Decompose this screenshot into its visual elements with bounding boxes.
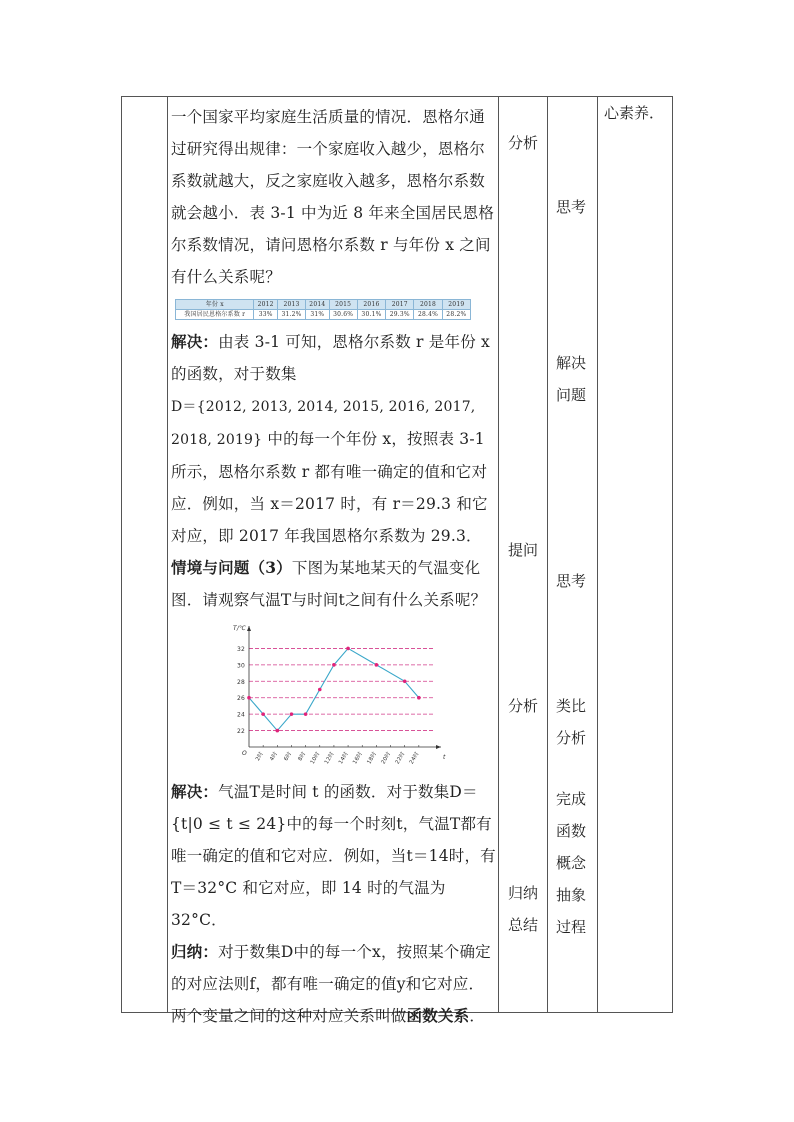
data-point xyxy=(375,663,379,667)
solution-label: 解决： xyxy=(171,332,219,351)
y-tick-label: 24 xyxy=(236,711,245,719)
data-point xyxy=(318,688,322,692)
solution-label: 解决： xyxy=(171,782,219,801)
year-cell: 2013 xyxy=(277,300,305,310)
column-divider xyxy=(498,97,499,1012)
x-tick-label: 14时 xyxy=(338,751,350,766)
temperature-chart xyxy=(171,622,497,772)
student-activity-analogy-1: 类比 xyxy=(556,697,587,715)
summary xyxy=(171,936,497,1032)
year-cell: 2019 xyxy=(442,300,470,310)
design-intent-text: 心素养． xyxy=(604,104,665,122)
value-cell: 30.1% xyxy=(357,310,385,320)
x-tick-label: 12时 xyxy=(323,751,336,766)
solution-text: 中的每一个年份 x，按照表 3-1 所示，恩格尔系数 r 都有唯一确定的值和它对应．例如，当 x＝2017 时，有 r＝29.3 和它对应，即 2017 年我国恩格尔系数为 29.3． xyxy=(171,430,488,545)
x-tick-label: 2时 xyxy=(254,751,265,763)
value-cell: 31% xyxy=(306,310,329,320)
solution-2 xyxy=(171,776,497,936)
x-tick-label: 4时 xyxy=(269,751,280,763)
value-cell: 28.2% xyxy=(442,310,470,320)
teacher-activity-question: 提问 xyxy=(508,541,539,559)
solution-1 xyxy=(171,326,497,552)
student-activity-analogy-2: 分析 xyxy=(556,729,587,747)
x-tick-label: 10时 xyxy=(309,751,322,766)
value-cell: 29.3% xyxy=(386,310,414,320)
x-tick-label: 8时 xyxy=(297,751,308,763)
y-axis-label: T/℃ xyxy=(233,625,247,632)
summary-text: 对于数集D中的每一个x，按照某个确定的对应法则f，都有唯一确定的值y和它对应．两个变量之间的这种对应关系叫做 xyxy=(171,943,491,1025)
student-activity-complete-2: 函数 xyxy=(556,822,587,840)
set-expression: D＝{2012, 2013, 2014, 2015, 2016, 2017, 2018, 2019} xyxy=(171,399,476,448)
origin-label: O xyxy=(242,750,247,757)
column-divider xyxy=(597,97,598,1012)
x-tick-label: 22时 xyxy=(394,751,407,766)
year-cell: 2015 xyxy=(329,300,357,310)
value-cell: 28.4% xyxy=(414,310,442,320)
row-header: 我国居民恩格尔系数 r xyxy=(176,310,254,320)
lesson-table xyxy=(121,96,673,1025)
student-activity-solve-1: 解决 xyxy=(556,354,587,372)
content-column xyxy=(171,101,497,1032)
data-point xyxy=(403,679,407,683)
column-divider xyxy=(167,97,168,1012)
y-tick-label: 22 xyxy=(236,728,245,736)
y-axis-arrow xyxy=(247,626,251,631)
student-activity-think-2: 思考 xyxy=(556,572,587,590)
y-tick-label: 30 xyxy=(236,662,245,670)
y-tick-label: 28 xyxy=(236,678,245,686)
x-tick-label: 20时 xyxy=(380,751,393,766)
engel-coefficient-table xyxy=(175,299,471,320)
solution-text: 由表 3-1 可知，恩格尔系数 r 是年份 x 的函数，对于数集 xyxy=(171,333,490,383)
y-tick-label: 32 xyxy=(236,645,245,653)
student-activity-solve-2: 问题 xyxy=(556,386,587,404)
student-activity-complete-1: 完成 xyxy=(556,790,587,808)
summary-text-end: ． xyxy=(469,1007,486,1025)
x-tick-label: 18时 xyxy=(366,751,379,766)
x-tick-label: 6时 xyxy=(283,751,294,763)
data-point xyxy=(247,696,251,700)
value-row xyxy=(176,310,471,320)
x-axis-label: t xyxy=(443,754,446,761)
y-tick-label: 26 xyxy=(236,695,245,703)
data-point xyxy=(417,696,421,700)
summary-label: 归纳： xyxy=(171,942,219,961)
data-point xyxy=(276,729,280,733)
situation-3 xyxy=(171,552,497,616)
teacher-activity-analysis-2: 分析 xyxy=(508,697,539,715)
teacher-activity-summary-2: 总结 xyxy=(508,916,539,934)
data-point xyxy=(332,663,336,667)
year-row xyxy=(176,300,471,310)
intro-paragraph: 一个国家平均家庭生活质量的情况．恩格尔通过研究得出规律：一个家庭收入越少，恩格尔系数就越大，反之家庭收入越多，恩格尔系数就会越小．表 3-1 中为近 8 年来全国居民恩格尔系数情况，请问恩格尔系数 r 与年份 x 之间有什么关系呢？ xyxy=(171,108,495,286)
data-point xyxy=(304,712,308,716)
value-cell: 30.6% xyxy=(329,310,357,320)
student-activity-complete-4: 抽象 xyxy=(556,886,587,904)
year-cell: 2012 xyxy=(254,300,277,310)
x-tick-label: 24时 xyxy=(408,751,421,766)
year-cell: 2017 xyxy=(386,300,414,310)
student-activity-complete-3: 概念 xyxy=(556,854,587,872)
temperature-line xyxy=(249,648,419,730)
year-cell: 2014 xyxy=(306,300,329,310)
data-point xyxy=(346,647,350,651)
value-cell: 33% xyxy=(254,310,277,320)
data-point xyxy=(290,712,294,716)
year-cell: 2018 xyxy=(414,300,442,310)
year-cell: 2016 xyxy=(357,300,385,310)
summary-keyword: 函数关系 xyxy=(406,1006,470,1025)
temperature-chart-svg xyxy=(171,622,497,772)
teacher-activity-analysis: 分析 xyxy=(508,134,539,152)
teacher-activity-summary-1: 归纳 xyxy=(508,884,539,902)
situation-label: 情境与问题（3） xyxy=(171,558,292,577)
student-activity-think: 思考 xyxy=(556,198,587,216)
solution-text: 气温T是时间 t 的函数．对于数集D＝{t|0 ≤ t ≤ 24}中的每一个时刻t，气温T都有唯一确定的值和它对应．例如，当t＝14时，有T＝32°C 和它对应，即 14 时的气温为 32°C． xyxy=(171,783,496,929)
x-tick-label: 16时 xyxy=(352,751,364,766)
situation-text: 下图为某地某天的气温变化图．请观察气温T与时间t之间有什么关系呢？ xyxy=(171,559,487,609)
x-axis-arrow xyxy=(436,745,441,749)
data-point xyxy=(261,712,265,716)
value-cell: 31.2% xyxy=(277,310,305,320)
row-header: 年份 x xyxy=(176,300,254,310)
student-activity-complete-5: 过程 xyxy=(556,918,587,936)
column-divider xyxy=(547,97,548,1012)
